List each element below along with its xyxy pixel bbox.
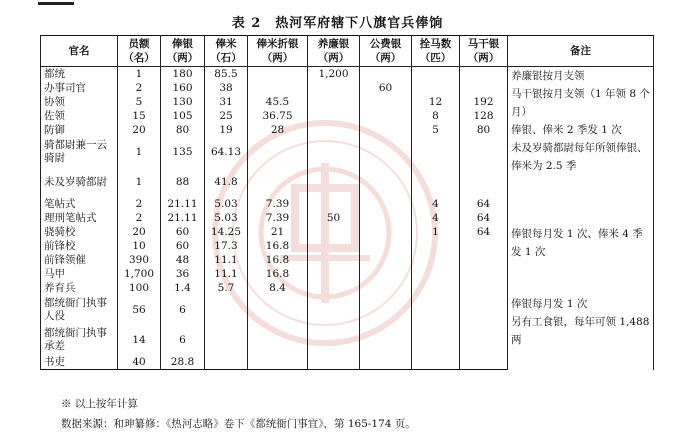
col-header-horses: 拴马数 （匹）: [412, 36, 460, 67]
table-title: 表 2 热河军府辖下八旗官兵俸饷: [231, 16, 444, 31]
header-fragment: [38, 0, 74, 5]
table-row: 马甲 1,700 36 11.1 16.8: [41, 267, 654, 281]
remarks-cell-empty: [508, 211, 654, 225]
header-row: [41, 36, 654, 67]
table-row: 都统 1 180 85.5 1,200 养廉银按月支领 马干银按月支领（1 年领 8 个月） 俸银、俸米 2 季发 1 次 未及岁骑都尉每年所领俸银、俸米为 2.5 季: [41, 67, 654, 82]
table-row: 书吏 40 28.8: [41, 355, 654, 370]
remarks-cell: 俸银每月发 1 次、俸米 4 季发 1 次: [508, 225, 654, 295]
table-row: 未及岁骑都尉 1 88 41.8: [41, 167, 654, 197]
salary-table: [40, 35, 654, 370]
remarks-cell-empty: [508, 197, 654, 211]
table-notes: [61, 394, 416, 434]
table-row: 笔帖式 2 21.11 5.03 7.39 4 64: [41, 197, 654, 211]
table-row: 防御 20 80 19 28 5 80: [41, 123, 654, 137]
table-row: 理刑笔帖式 2 21.11 5.03 7.39 50 4 64: [41, 211, 654, 225]
table-row: 都统衙门执事承差 14 6: [41, 325, 654, 355]
col-header-rice-silver: 俸米折银 （两）: [248, 36, 308, 67]
table-row: 前锋领催 390 48 11.1 16.8: [41, 253, 654, 267]
remarks-cell: 养廉银按月支领 马干银按月支领（1 年领 8 个月） 俸银、俸米 2 季发 1 次 未及岁骑都尉每年所领俸银、俸米为 2.5 季: [508, 67, 654, 198]
footnote: ※ 以上按年计算: [61, 398, 138, 410]
table-row: 骑都尉兼一云骑尉 1 135 64.13: [41, 137, 654, 167]
table-row: 都统衙门执事人役 56 6 俸银每月发 1 次 另有工食银，每年可领 1,488 两: [41, 295, 654, 325]
col-header-silver: 俸银 （两）: [161, 36, 205, 67]
table-row: 骁骑校 20 60 14.25 21 1 64 俸银每月发 1 次、俸米 4 季发 1 次: [41, 225, 654, 239]
table-row: 办事司官 2 160 38 60: [41, 81, 654, 95]
table-row: 协领 5 130 31 45.5 12 192: [41, 95, 654, 109]
col-header-yanglian: 养廉银 （两）: [308, 36, 360, 67]
col-header-rice: 俸米 （石）: [205, 36, 248, 67]
table-row: 前锋校 10 60 17.3 16.8: [41, 239, 654, 253]
col-header-title: 官名: [41, 36, 118, 67]
table-row: 佐领 15 105 25 36.75 8 128: [41, 109, 654, 123]
col-header-gongfei: 公费银 （两）: [360, 36, 412, 67]
source-citation: 数据来源：和珅纂修：《热河志略》卷下《都统衙门事宜》，第 165-174 页。: [61, 418, 416, 430]
table-row: 养育兵 100 1.4 5.7 8.4: [41, 281, 654, 295]
col-header-fodder: 马干银 （两）: [460, 36, 508, 67]
col-header-quota: 员额 （名）: [118, 36, 161, 67]
col-header-remarks: 备注: [508, 36, 654, 67]
remarks-cell: 俸银每月发 1 次 另有工食银，每年可领 1,488 两: [508, 295, 654, 370]
